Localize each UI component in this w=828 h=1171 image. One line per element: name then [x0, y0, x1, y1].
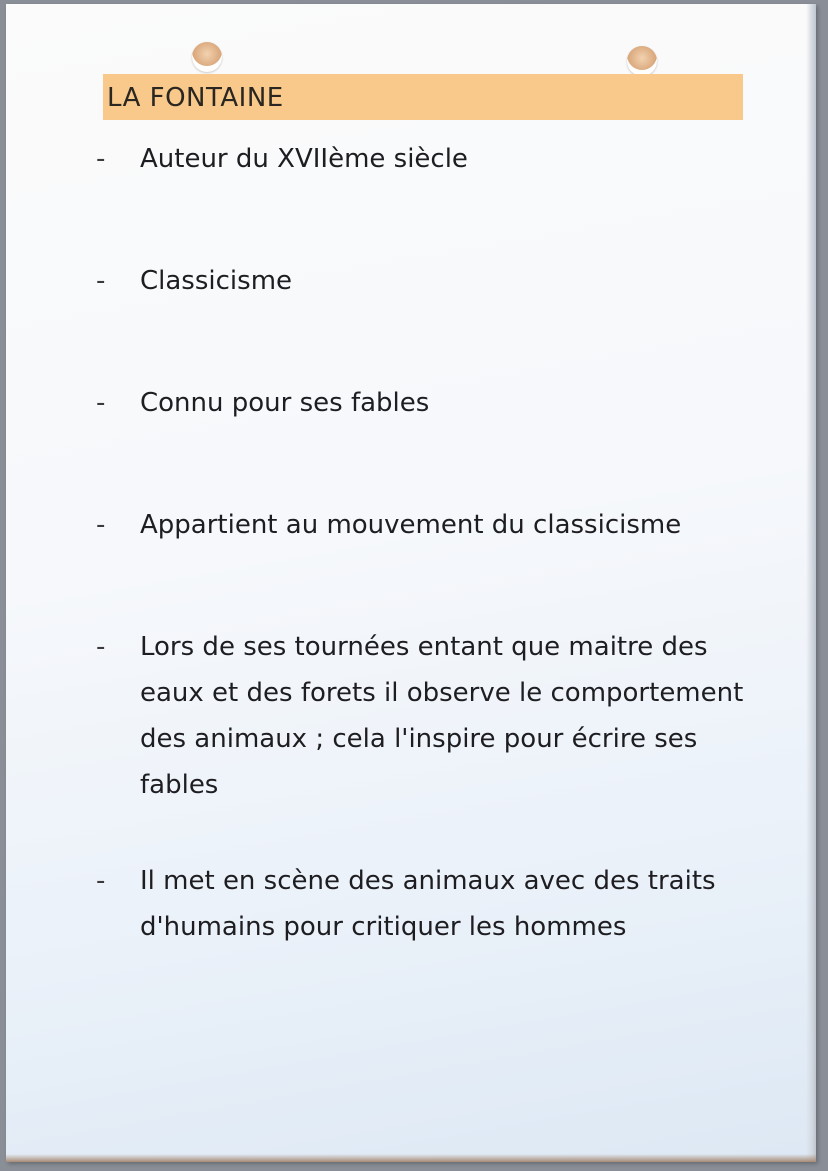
list-item-text: Auteur du XVIIème siècle [140, 144, 468, 174]
bullet-dash: - [96, 510, 106, 540]
note-card [6, 4, 816, 1162]
bullet-dash: - [96, 632, 106, 662]
bullet-dash: - [96, 388, 106, 418]
bullet-dash: - [96, 144, 106, 174]
list-item-text: Appartient au mouvement du classicisme [140, 510, 682, 540]
bullet-dash: - [96, 266, 106, 296]
card-title: LA FONTAINE [107, 83, 284, 113]
bullet-list [6, 4, 816, 1162]
bullet-dash: - [96, 866, 106, 896]
list-item-text: Lors de ses tournées entant que maitre des eaux et des forets il observe le comportement des animaux ; cela l'inspire pour écrire ses fables [140, 632, 744, 800]
list-item-text: Connu pour ses fables [140, 388, 430, 418]
list-item-text: Classicisme [140, 266, 293, 296]
list-item-text: Il met en scène des animaux avec des traits d'humains pour critiquer les hommes [140, 866, 716, 942]
